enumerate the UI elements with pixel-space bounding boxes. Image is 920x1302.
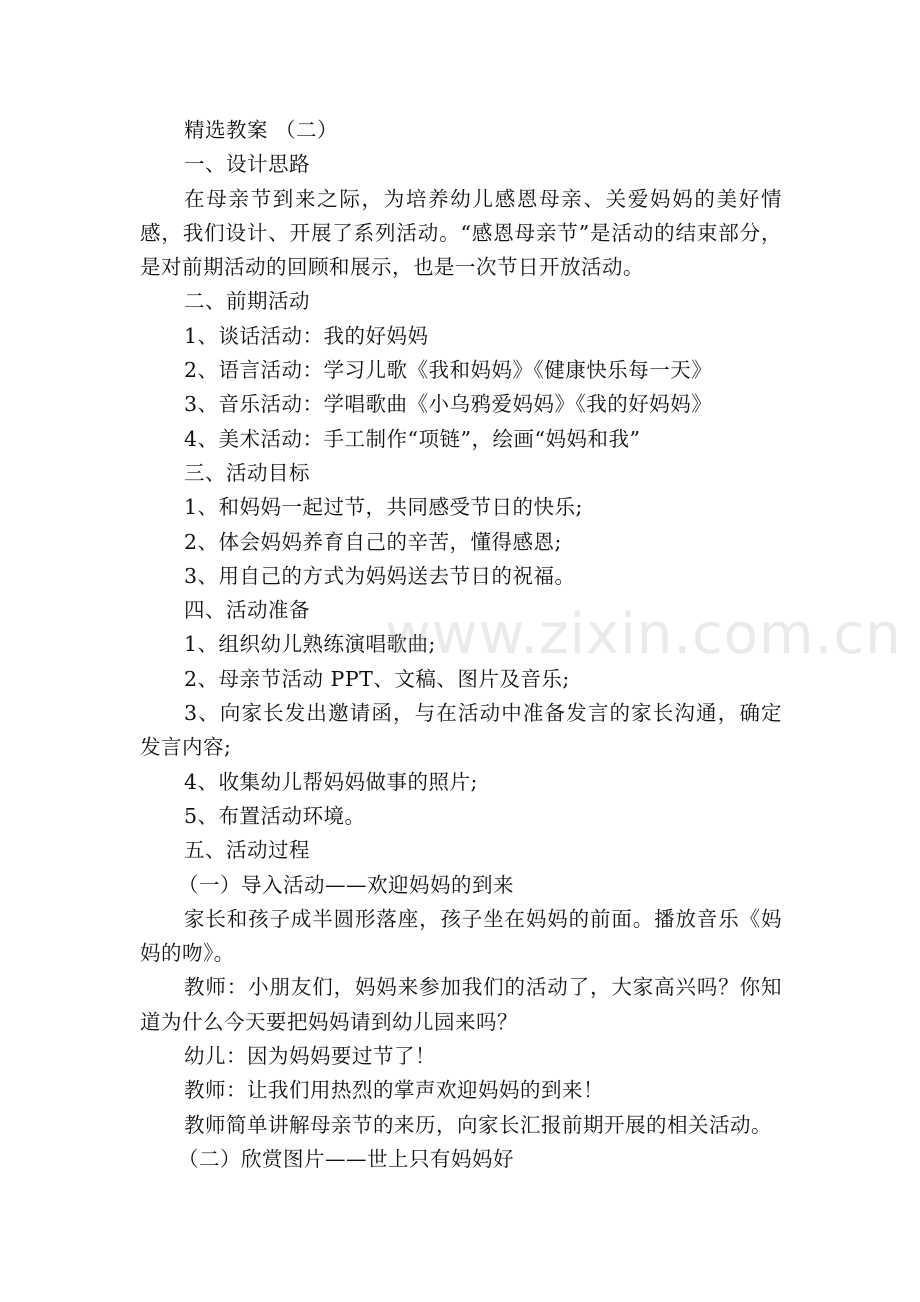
list-item: 1、谈话活动：我的好妈妈 (184, 323, 429, 348)
paragraph-text: 教师简单讲解母亲节的来历，向家长汇报前期开展的相关活动。 (184, 1112, 772, 1137)
paragraph-text: 教师：让我们用热烈的掌声欢迎妈妈的到来！ (184, 1078, 604, 1103)
section-heading-preparation: 四、活动准备 (184, 598, 310, 623)
paragraph-design-text: 在母亲节到来之际，为培养幼儿感恩母亲、关爱妈妈的美好情感，我们设计、开展了系列活动。“感恩母亲节”是活动的结束部分，是对前期活动的回顾和展示，也是一次节日开放活动。 (140, 186, 782, 280)
document-body (0, 113, 920, 1176)
list-item: 4、美术活动：手工制作“项链”，绘画“妈妈和我” (184, 426, 641, 451)
doc-title: 精选教案 （二） (184, 118, 339, 142)
section-heading-design: 一、设计思路 (184, 152, 310, 177)
subsection-heading-intro: （一）导入活动——欢迎妈妈的到来 (178, 872, 514, 897)
list-item: 4、收集幼儿帮妈妈做事的照片; (184, 769, 478, 794)
watermark: www.zixin.com.cn (385, 602, 902, 667)
paragraph-text: 幼儿：因为妈妈要过节了！ (184, 1044, 436, 1069)
list-item: 3、音乐活动：学唱歌曲《小乌鸦爱妈妈》《我的好妈妈》 (184, 392, 713, 417)
list-item: 5、布置活动环境。 (184, 803, 366, 828)
paragraph-text: 教师：小朋友们，妈妈来参加我们的活动了，大家高兴吗？你知道为什么今天要把妈妈请到幼儿园来吗？ (140, 975, 782, 1034)
section-heading-goals: 三、活动目标 (184, 460, 310, 485)
list-item: 2、母亲节活动 PPT、文稿、图片及音乐; (184, 666, 570, 691)
list-item: 1、和妈妈一起过节，共同感受节日的快乐; (184, 495, 583, 520)
section-heading-process: 五、活动过程 (184, 838, 310, 863)
list-item: 2、体会妈妈养育自己的辛苦，懂得感恩; (184, 529, 562, 554)
list-item: 3、向家长发出邀请函，与在活动中准备发言的家长沟通，确定发言内容; (140, 701, 782, 760)
list-item: 1、组织幼儿熟练演唱歌曲; (184, 632, 436, 657)
list-item: 2、语言活动：学习儿歌《我和妈妈》《健康快乐每一天》 (184, 358, 713, 383)
section-heading-prior-activities: 二、前期活动 (184, 289, 310, 314)
list-item: 3、用自己的方式为妈妈送去节日的祝福。 (184, 563, 576, 588)
paragraph-text: 家长和孩子成半圆形落座，孩子坐在妈妈的前面。播放音乐《妈妈的吻》。 (140, 906, 782, 966)
subsection-heading-pictures: （二）欣赏图片——世上只有妈妈好 (178, 1146, 514, 1171)
